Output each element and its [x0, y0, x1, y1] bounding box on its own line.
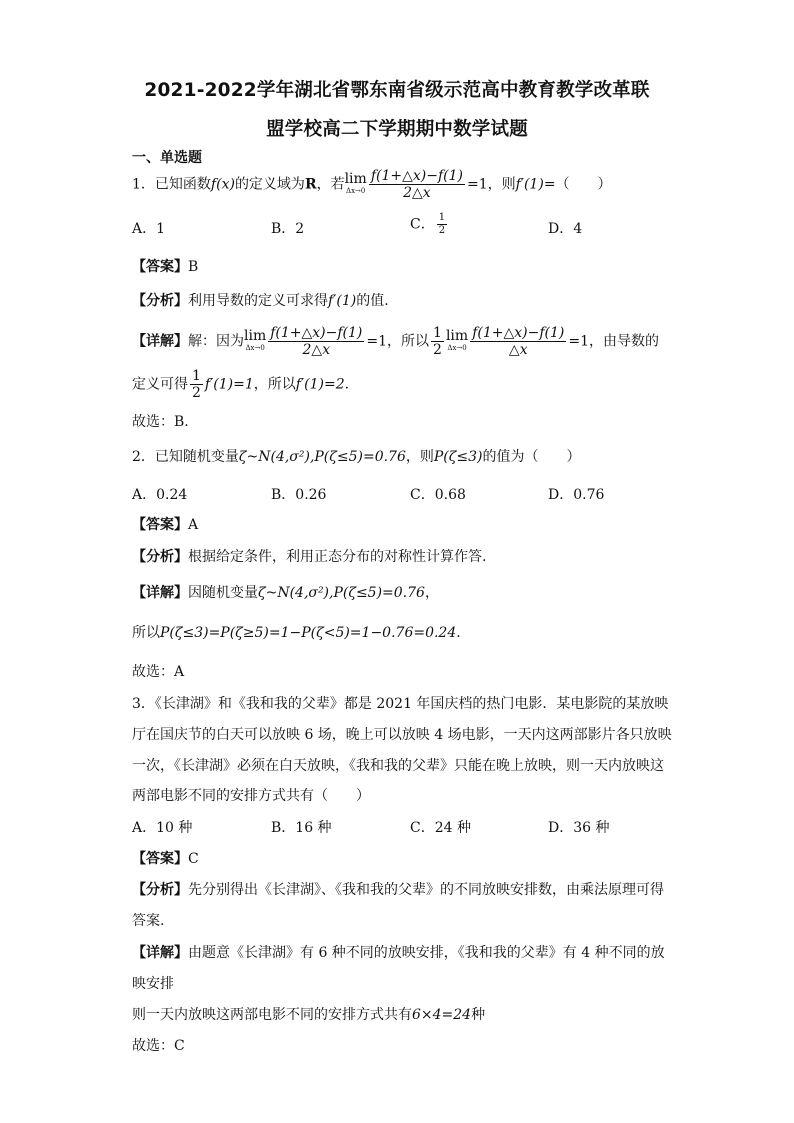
detail-text: 由题意《长津湖》有 6 种不同的放映安排，《我和我的父辈》有 4 种不同的放 — [188, 945, 665, 961]
section-heading: 一、单选题 — [132, 150, 202, 166]
q1-stem-text: 1．已知函数 — [132, 176, 211, 193]
detail-fraction-2: $\frac{f(1+\triangle x)-f(1)}{\triangle x}$ — [472, 325, 565, 358]
detail3-text: 则一天内放映这两部电影不同的安排方式共有 — [132, 1007, 412, 1023]
q1-option-d: D．4 — [548, 221, 583, 237]
q2-stem-math-2: P(ζ≤3) — [433, 449, 483, 465]
analysis-tag: 【分析】 — [132, 549, 188, 565]
q2-stem-math: ζ~N(4,σ²),P(ζ≤5)=0.76 — [238, 449, 406, 465]
q1-stem — [132, 168, 612, 201]
q2-stem-text-2: ，则 — [405, 449, 434, 465]
q2-stem-text-3: 的值为（ ） — [482, 449, 581, 465]
detail2-text: 定义可得 — [132, 376, 188, 393]
detail-tag: 【详解】 — [132, 333, 188, 350]
detail-text-2: ， — [424, 585, 439, 601]
q3-option-d: D．36 种 — [548, 820, 610, 836]
q1-analysis — [132, 290, 389, 310]
detail-eq: =1 — [366, 333, 388, 350]
answer-tag: 【答案】 — [132, 517, 188, 533]
q2-detail — [132, 582, 439, 602]
q3-stem-line-3: 一次，《长津湖》必须在白天放映，《我和我的父辈》只能在晚上放映，则一天内放映这 — [132, 758, 664, 774]
answer-value: A — [188, 517, 199, 533]
q1-eq: =1 — [466, 176, 488, 193]
q3-choice: 故选：C — [132, 1038, 185, 1054]
analysis-math: f′(1) — [328, 293, 357, 309]
q2-stem-text: 2．已知随机变量 — [132, 449, 239, 465]
q1-option-c: C． $\frac{1}{2}$ — [410, 212, 446, 236]
q1-stem-text-3: ，若 — [316, 176, 345, 193]
q3-detail — [132, 942, 665, 962]
detail2-half: $\frac{1}{2}$ — [192, 368, 201, 401]
q2-choice: 故选：A — [132, 664, 185, 680]
detail2-math: P(ζ≤3)=P(ζ≥5)=1−P(ζ<5)=1−0.76=0.24 — [160, 625, 457, 641]
detail-limit: lim Δx→0 — [244, 327, 267, 352]
detail2-math: f′(1)=1 — [204, 376, 254, 393]
q3-stem-line-2: 厅在国庆节的白天可以放映 6 场，晚上可以放映 4 场电影，一天内这两部影片各只放映 — [132, 727, 672, 743]
q1-derivative: f′(1) — [515, 176, 544, 193]
answer-value: C — [188, 851, 199, 867]
q1-detail-line-2 — [132, 368, 349, 401]
answer-tag: 【答案】 — [132, 851, 188, 867]
analysis-text: 根据给定条件，利用正态分布的对称性计算作答. — [188, 549, 487, 565]
q3-stem-line-4: 两部电影不同的安排方式共有（ ） — [132, 788, 370, 804]
q1-blank: =（ ） — [543, 176, 612, 193]
q1-limit: lim Δx→0 — [344, 170, 367, 195]
detail-tag: 【详解】 — [132, 945, 188, 961]
q1-answer — [132, 256, 198, 276]
analysis-tag: 【分析】 — [132, 293, 188, 309]
q3-option-a: A．10 种 — [132, 820, 193, 836]
analysis-tag: 【分析】 — [132, 882, 188, 898]
q1-stem-text-2: 的定义域为 — [234, 176, 305, 193]
q1-fraction: $\frac{f(1+\triangle x)-f(1)}{2\triangle x}$ — [370, 168, 463, 201]
q3-detail-line-3 — [132, 1004, 485, 1024]
q1-detail — [132, 325, 659, 358]
q3-option-b: B．16 种 — [271, 820, 332, 836]
detail-eq-2: =1 — [568, 333, 589, 350]
detail-fraction: $\frac{f(1+\triangle x)-f(1)}{2\triangle x}$ — [270, 325, 363, 358]
doc-title-line-2: 盟学校高二下学期期中数学试题 — [266, 119, 528, 140]
q1-option-b: B．2 — [271, 221, 305, 237]
answer-tag: 【答案】 — [132, 259, 188, 275]
doc-title-line-1: 2021-2022学年湖北省鄂东南省级示范高中教育教学改革联 — [144, 80, 650, 101]
detail2-math-2: f′(1)=2 — [295, 376, 345, 393]
q3-answer — [132, 848, 199, 868]
q3-stem-line-1: 3．《长津湖》和《我和我的父辈》都是 2021 年国庆档的热门电影．某电影院的某放映 — [132, 696, 669, 712]
q1-domain-R: R — [304, 176, 317, 193]
q3-analysis — [132, 879, 664, 899]
detail-text: 解：因为 — [188, 333, 244, 350]
detail-text: 因随机变量 — [188, 585, 258, 601]
q2-stem — [132, 446, 580, 466]
analysis-text: 利用导数的定义可求得 — [188, 293, 328, 309]
q2-answer — [132, 514, 198, 534]
analysis-text: 先分别得出《长津湖》、《我和我的父辈》的不同放映安排数，由乘法原理可得 — [188, 882, 664, 898]
q2-detail-line-2 — [132, 622, 461, 642]
detail3-math: 6×4=24 — [412, 1007, 472, 1023]
q1-option-c-fraction: $\frac{1}{2}$ — [438, 212, 446, 236]
detail-math: ζ~N(4,σ²),P(ζ≤5)=0.76 — [258, 585, 425, 601]
q3-option-c: C．24 种 — [410, 820, 471, 836]
q2-analysis — [132, 546, 486, 566]
analysis-text-2: 的值. — [356, 293, 389, 309]
detail2-text-2: ，所以 — [253, 376, 296, 393]
q2-option-a: A．0.24 — [132, 487, 188, 503]
detail2-end: . — [344, 376, 350, 393]
detail2-end: . — [456, 625, 461, 641]
q1-func: f(x) — [210, 176, 235, 193]
detail3-text-2: 种 — [471, 1007, 486, 1023]
q3-analysis-line-2: 答案. — [132, 913, 165, 929]
q2-option-b: B．0.26 — [271, 487, 327, 503]
detail-limit-2: lim Δx→0 — [445, 327, 469, 352]
q1-stem-text-4: ，则 — [487, 176, 516, 193]
q1-option-a: A．1 — [132, 221, 166, 237]
q3-detail-line-2: 映安排 — [132, 976, 174, 992]
detail-text-3: ，由导数的 — [588, 333, 659, 350]
q1-choice: 故选：B. — [132, 414, 189, 430]
detail2-text: 所以 — [132, 625, 160, 641]
q2-option-d: D．0.76 — [548, 487, 605, 503]
detail-tag: 【详解】 — [132, 585, 188, 601]
q2-option-c: C．0.68 — [410, 487, 466, 503]
answer-value: B — [188, 259, 199, 275]
detail-half: $\frac{1}{2}$ — [433, 325, 442, 358]
detail-text-2: ，所以 — [387, 333, 430, 350]
